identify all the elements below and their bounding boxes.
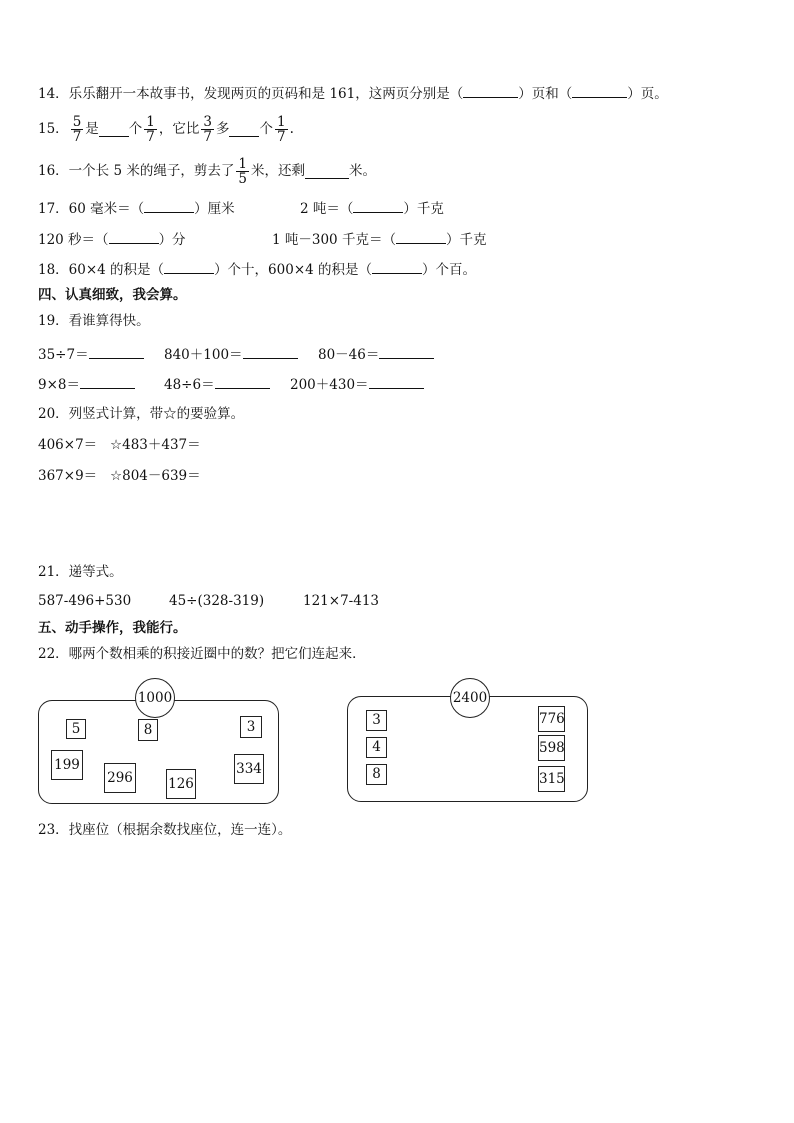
q15-text: 是 [85, 121, 99, 137]
calc-item: 200＋430＝ [290, 374, 424, 394]
vertical-calc-item: 367×9＝ [38, 468, 98, 484]
q18-text: 18．60×4 的积是（ [38, 262, 165, 278]
answer-blank[interactable] [109, 229, 159, 244]
question-15 [38, 111, 294, 147]
answer-blank[interactable] [372, 259, 422, 274]
answer-blank[interactable] [463, 83, 518, 98]
q15-text: 多 [215, 121, 230, 137]
question-17d [272, 229, 486, 249]
q14-text-a: 14．乐乐翻开一本故事书，发现两页的页码和是 161，这两页分别是（ [38, 86, 464, 102]
q16-text-c: 米。 [348, 163, 376, 179]
vertical-calc-item: ☆483＋437＝ [110, 437, 201, 453]
section-heading: 四、认真细致，我会算。 [38, 287, 187, 303]
vertical-calc-item: ☆804－639＝ [110, 468, 201, 484]
q17-text: 1 吨－300 千克＝（ [272, 232, 396, 248]
number-box[interactable]: 8 [138, 719, 158, 741]
fraction: $\frac{1}{7}$ [146, 113, 155, 145]
fraction: $\frac{1}{5}$ [238, 155, 247, 187]
answer-blank[interactable] [369, 374, 424, 389]
expression-item: 587-496+530 [38, 593, 132, 609]
number-box[interactable]: 296 [104, 763, 136, 793]
calc-item: 9×8＝ [38, 374, 135, 394]
question-18 [38, 259, 476, 279]
q15-text: . [289, 121, 294, 137]
q15-text: 个 [128, 121, 143, 137]
answer-blank[interactable] [396, 229, 446, 244]
answer-blank[interactable] [99, 122, 129, 137]
q16-text-a: 16．一个长 5 米的绳子，剪去了 [38, 163, 235, 179]
answer-blank[interactable] [572, 83, 627, 98]
answer-blank[interactable] [229, 122, 259, 137]
q14-text-c: ）页。 [627, 86, 668, 102]
number-box[interactable]: 3 [366, 710, 387, 731]
q16-text-b: 米，还剩 [250, 163, 305, 179]
number-box[interactable]: 315 [538, 766, 565, 792]
q17-text: 120 秒＝（ [38, 232, 109, 248]
number-box[interactable]: 776 [538, 706, 565, 732]
calc-item: 840＋100＝ [164, 344, 298, 364]
q18-text: ）个百。 [422, 262, 477, 278]
answer-blank[interactable] [144, 198, 194, 213]
target-circle: 2400 [450, 678, 490, 718]
answer-blank[interactable] [305, 164, 349, 179]
number-box[interactable]: 334 [234, 754, 264, 784]
answer-blank[interactable] [80, 374, 135, 389]
answer-blank[interactable] [215, 374, 270, 389]
question-17a [38, 198, 235, 218]
vertical-calc-item: 406×7＝ [38, 437, 98, 453]
expression-item: 121×7-413 [303, 593, 379, 609]
q17-text: 17．60 毫米＝（ [38, 201, 145, 217]
question-17c [38, 229, 186, 249]
question-14 [38, 83, 668, 103]
section-heading: 五、动手操作，我能行。 [38, 620, 187, 636]
q17-text: ）分 [158, 232, 186, 248]
number-box[interactable]: 8 [366, 764, 387, 785]
q15-text: ，它比 [158, 121, 200, 137]
question-23-title: 23．找座位（根据余数找座位，连一连）。 [38, 822, 292, 838]
answer-blank[interactable] [379, 344, 434, 359]
number-box[interactable]: 5 [66, 719, 86, 739]
target-circle: 1000 [135, 678, 175, 718]
q17-text: ）千克 [445, 232, 487, 248]
answer-blank[interactable] [89, 344, 144, 359]
question-17b [300, 198, 444, 218]
question-22-title: 22．哪两个数相乘的积接近圈中的数？把它们连起来． [38, 646, 366, 662]
fraction: $\frac{3}{7}$ [203, 113, 212, 145]
number-box[interactable]: 3 [240, 716, 262, 738]
answer-blank[interactable] [243, 344, 298, 359]
calc-item: 35÷7＝ [38, 344, 144, 364]
calc-item: 48÷6＝ [164, 374, 270, 394]
answer-blank[interactable] [164, 259, 214, 274]
question-19-title: 19．看谁算得快。 [38, 313, 150, 329]
calc-item: 80－46＝ [318, 344, 434, 364]
q17-text: ）厘米 [194, 201, 235, 217]
q17-text: 2 吨＝（ [300, 201, 354, 217]
question-16 [38, 153, 376, 189]
fraction: $\frac{1}{7}$ [276, 113, 286, 145]
q15-text: 个 [259, 121, 273, 137]
number-box[interactable]: 126 [166, 769, 196, 799]
q14-text-b: ）页和（ [518, 86, 573, 102]
number-box[interactable]: 4 [366, 737, 387, 758]
answer-blank[interactable] [353, 198, 403, 213]
number-box[interactable]: 598 [538, 735, 565, 761]
q17-text: ）千克 [403, 201, 444, 217]
fraction: $\frac{5}{7}$ [72, 113, 82, 145]
q18-text: ）个十，600×4 的积是（ [214, 262, 373, 278]
question-21-title: 21．递等式。 [38, 564, 123, 580]
number-box[interactable]: 199 [51, 750, 83, 780]
question-20-title: 20．列竖式计算，带☆的要验算。 [38, 406, 245, 422]
q15-number: 15． [38, 121, 69, 137]
expression-item: 45÷(328-319) [169, 593, 265, 609]
